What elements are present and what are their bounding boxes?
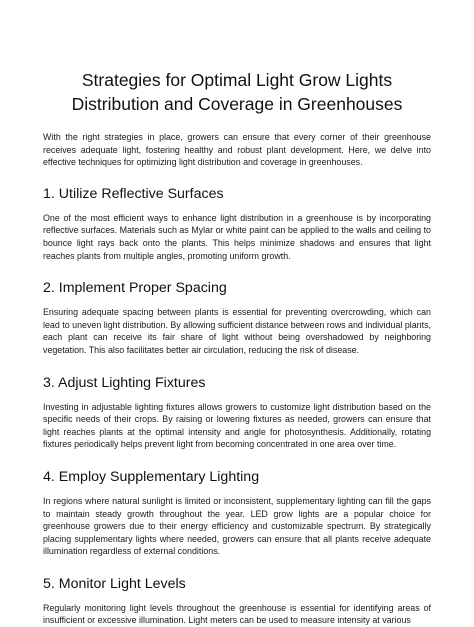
section-body: Ensuring adequate spacing between plants is essential for preventing overcrowding, which can lead to uneven light distribution. By allowing sufficient distance between rows and individual plants, each plant can receive its fair share of light without being overshadowed by neighboring vegetation. This also facilitates better air circulation, reducing the risk of disease.: [43, 307, 431, 355]
section-heading: 3. Adjust Lighting Fixtures: [43, 374, 206, 391]
section-body: In regions where natural sunlight is limited or inconsistent, supplementary lighting can fill the gaps to maintain steady growth throughout the year. LED grow lights are a popular choice for greenhouse growers due to their energy efficiency and customizable spectrum. By strategically placing supplementary lights where needed, growers can ensure that all plants receive adequate illumination regardless of external conditions.: [43, 495, 431, 557]
section-body: Investing in adjustable lighting fixtures allows growers to customize light distribution based on the specific needs of their crops. By raising or lowering fixtures as needed, growers can ensure that light reaches plants at the optimal intensity and angle for photosynthesis. Additionally, rotating fixtures periodically helps prevent light from becoming concentrated in one area over time.: [43, 401, 431, 450]
document-title: Strategies for Optimal Light Grow Lights Distribution and Coverage in Greenhouses: [71, 70, 403, 114]
section-body: One of the most efficient ways to enhance light distribution in a greenhouse is by incorporating reflective surfaces. Materials such as Mylar or white paint can be applied to the walls and ceiling to bounce light rays back onto the plants. This helps minimize shadows and ensures that light reaches plants from multiple angles, promoting uniform growth.: [43, 212, 431, 261]
section-heading: 2. Implement Proper Spacing: [43, 280, 227, 297]
section-supplementary-lighting: [43, 468, 431, 558]
section-heading: 5. Monitor Light Levels: [43, 575, 186, 592]
section-heading: 4. Employ Supplementary Lighting: [43, 468, 260, 485]
section-reflective-surfaces: [43, 185, 431, 262]
section-body: Regularly monitoring light levels throughout the greenhouse is essential for identifying areas of insufficient or excessive illumination. Light meters can be used to measure intensity at various: [43, 602, 431, 626]
intro-paragraph: With the right strategies in place, growers can ensure that every corner of their greenhouse receives adequate light, fostering healthy and robust plant development. Here, we delve into effective techniques for optimizing light distribution and coverage in greenhouses.: [43, 132, 431, 168]
section-monitor-light-levels: [43, 575, 431, 627]
section-proper-spacing: [43, 279, 431, 356]
section-lighting-fixtures: [43, 374, 431, 451]
section-heading: 1. Utilize Reflective Surfaces: [43, 185, 224, 202]
